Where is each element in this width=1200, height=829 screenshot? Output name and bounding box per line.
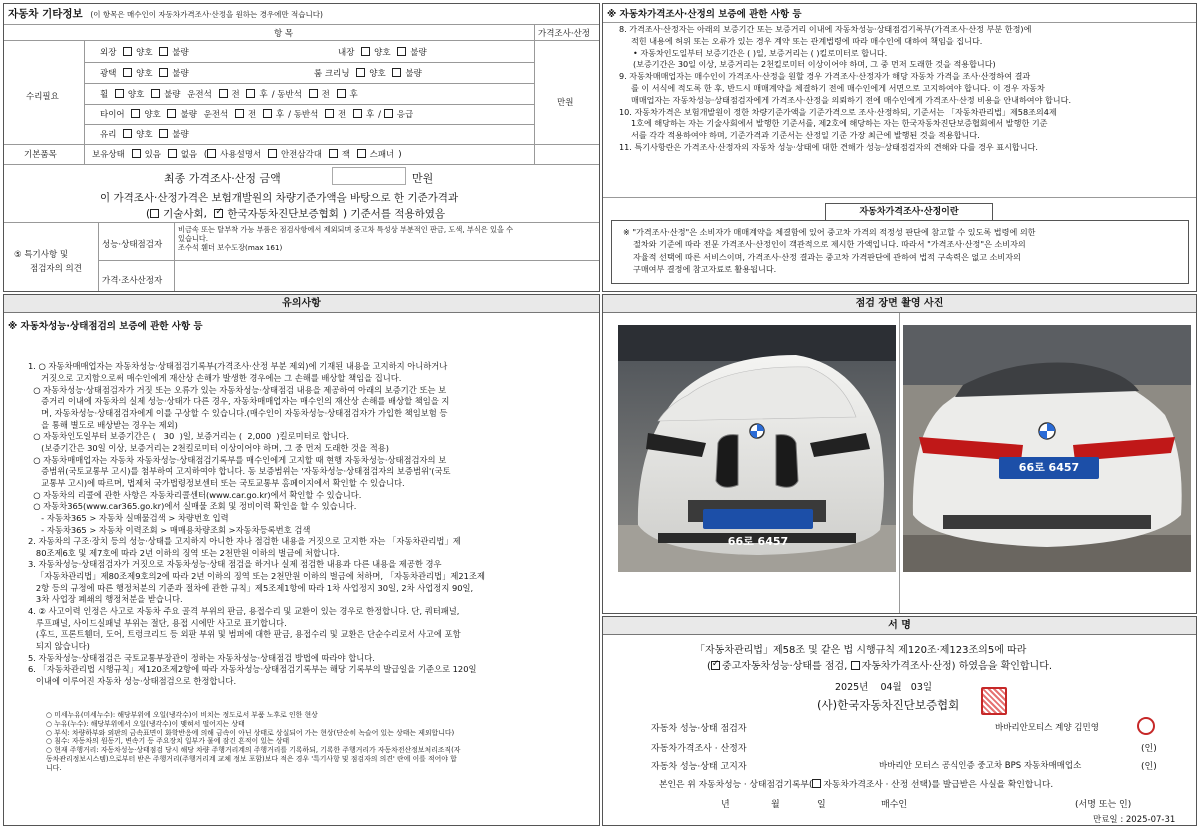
- signature-band: 서 명: [603, 617, 1196, 635]
- basic-have-checkbox[interactable]: [132, 149, 141, 158]
- repair-row-exterior: 외장 양호 불량: [100, 48, 189, 58]
- notifier-label: 자동차 성능·상태 고지자: [651, 762, 747, 772]
- final-price-label: 최종 가격조사·산정 금액: [164, 172, 281, 185]
- col-item-header: 항 목: [274, 29, 294, 39]
- repair-row-tire: 타이어 양호 불량 운전석 전 후 / 동반석 전 후 / 응급: [100, 110, 414, 120]
- glass-good-checkbox[interactable]: [123, 129, 132, 138]
- opinion-price-label: 가격·조사산정자: [102, 276, 163, 286]
- notes-small-criteria: ○ 미세누유(미세누수): 해당부위에 오일(냉각수)이 비치는 정도로서 부품 노후로 인한 현상 ○ 누유(누수): 해당부위에서 오일(냉각수)이 맺혀서 떨어지는 상태 ○ 부식: 차량하부와 외판의 금속표면이 화학반응에 의해 금속이 아닌 상태로 상실되어 가는 현상(단순히 녹슬어 있는 상태는 제외합니다) ○ 침수: 자동차의 원동기, 변속기 등 주요장치 일부가 물에 잠긴 흔적이 있는 상태 ○ 현재 주행거리: 자동차성능·상태점검 당시 해당 차량 주행거리계의 주행거리를 기록하되, 기록한 주행거리가 자동차전산정보처리조직(자 동차관리정보시스템)으로부터 받은 주행거리(주행거리계 교체 정보 포함)보다 적은 경우 '특기사항 및 점검자의 의견' 란에 이를 적어야 합 니다.: [46, 711, 461, 772]
- repair-row-interior: 내장 양호 불량: [338, 48, 427, 58]
- opinion-perf-label: 성능·상태점검자: [102, 240, 163, 250]
- front-car-photo: [618, 325, 896, 572]
- repair-row-glass: 유리 양호 불량: [100, 130, 189, 140]
- basis-line-2: ( 기술사회, ✓ 한국자동차진단보증협회 ) 기준서를 적용하였음: [146, 206, 449, 221]
- signature-check-line: (✓ 중고자동차성능·상태를 점검, 자동차가격조사·산정) 하였음을 확인합니다.: [707, 657, 1052, 672]
- notes-body: 1. ○ 자동차매매업자는 자동차성능·상태점검기록부(가격조사·산정 부분 제외)에 기재된 내용을 고지하지 아니하거나 거짓으로 고지함으로써 매수인에게 재산상 손해가 발생한 경우에는 그 손해를 배상할 책임을 집니다. ○ 자동차성능·상태점검자가 거짓 또는 오류가 있는 자동차성능·상태점검 내용을 제공하여 아래의 보증기간 또는 보 증거리 이내에 자동차의 실제 성능·상태가 다른 경우, 자동차매매업자는 매수인의 재산상 손해를 배상할 책임을 지 며, 자동차성능·상태점검자에게 이를 구상할 수 있습니다.(매수인이 자동차성능·상태점검자가 가입한 책임보험 등 을 통해 별도로 배상받는 경우는 제외) ○ 자동차인도일부터 보증기간은 ( 30 )일, 보증거리는 ( 2,000 )킬로미터로 합니다. (보증기간은 30일 이상, 보증거리는 2천킬로미터 이상이어야 하며, 그 중 먼저 도래한 것을 적용) ○ 자동차매매업자는 자동차 자동차성능·상태점검기록부를 매수인에게 고지할 때 현행 자동차성능·상태점검자의 보 증범위(국토교통부 고시)를 첨부하여 고지하여야 합니다. 동 보증범위는 '자동차성능·상태점검자의 보증범위'(국토 교통부 고시)에 따르며, 법제처 국가법령정보센터 또는 국토교통부 홈페이지에서 확인할 수 있습니다. ○ 자동차의 리콜에 관한 사항은 자동차리콜센터(www.car.go.kr)에서 확인할 수 있습니다. ○ 자동차365(www.car365.go.kr)에서 실매물 조회 및 정비이력 확인을 할 수 있습니다. - 자동차365 > 자동차 실매물검색 > 차량번호 입력 - 자동차365 > 자동차 이력조회 > 매매용차량조회 >자동차등록번호 검색 2. 자동차의 구조·장치 등의 성능·상태를 고지하지 아니한 자나 점검한 내용을 거짓으로 고지한 자는 「자동차관리법」제 80조제6호 및 제7호에 따라 2년 이하의 징역 또는 2천만원 이하의 벌금에 처합니다. 3. 자동차성능·상태점검자가 거짓으로 자동차성능·상태 점검을 하거나 실제 점검한 내용과 다른 내용을 제공한 경우 「자동차관리법」제80조제9호의2에 따라 2년 이하의 징역 또는 2천만원 이하의 벌금에 처하며, 「자동차관리법」제21조제 2항 등의 규정에 따른 행정처분의 기준과 절차에 관한 규칙」제5조제1항에 따라 1차 사업정지 30일, 2차 사업정지 90일, 3차 사업장 폐쇄의 행정처분을 받습니다. 4. ② 사고이력 인정은 사고로 자동차 주요 골격 부위의 판금, 용접수리 및 교환이 있는 경우로 한정합니다. 단, 쿼터패널, 루프패널, 사이드실패널 부위는 절단, 용접 시에만 사고로 표기합니다. (후드, 프론트휀더, 도어, 트렁크리드 등 외판 부위 및 범퍼에 대한 판금, 용접수리 및 교환은 단순수리로서 사고에 포함 되지 않습니다) 5. 자동차성능·상태점검은 국토교통부장관이 정하는 자동차성능·상태점검 방법에 따라야 합니다. 6. 「자동차관리법 시행규칙」제120조제2항에 따라 자동차성능·상태점검기록부는 해당 기록부의 발급일을 기준으로 120일 이내에 이루어진 자동차 성능·상태점검으로 한정합니다.: [28, 361, 485, 687]
- manual-checkbox[interactable]: [207, 149, 216, 158]
- buyer-date-month: 월: [771, 800, 780, 810]
- price-assessor-label: 자동차가격조사 · 산정자: [651, 744, 747, 754]
- wheel-driver-rear-checkbox[interactable]: [246, 89, 255, 98]
- opinion-label-1: ⑤ 특기사항 및: [14, 250, 69, 260]
- opinion-text-2: 있습니다.: [178, 234, 209, 243]
- front-plate-text: 66로 6457: [727, 535, 789, 548]
- rear-plate-text: 66로 6457: [1018, 461, 1080, 474]
- interior-good-checkbox[interactable]: [361, 47, 370, 56]
- price-guarantee-panel: [602, 3, 1197, 292]
- price-check-checkbox[interactable]: [851, 661, 860, 670]
- other-info-note: (이 항목은 매수인이 자동차가격조사·산정을 원하는 경우에만 적습니다): [90, 10, 323, 19]
- tire-good-checkbox[interactable]: [131, 109, 140, 118]
- kaa-checkbox[interactable]: [214, 209, 223, 218]
- signature-date: 2025년 04월 03일: [835, 682, 933, 693]
- wheel-bad-checkbox[interactable]: [151, 89, 160, 98]
- notes-band: 유의사항: [4, 295, 599, 313]
- photo-band: 점검 장면 촬영 사진: [603, 295, 1196, 313]
- signature-org: (사)한국자동차진단보증협회: [817, 698, 960, 712]
- price-guarantee-items: 8. 가격조사·산정자는 아래의 보증기간 또는 보증거리 이내에 자동차성능·상태점검기록부(가격조사·산정 부분 한정)에 적힌 내용에 허위 또는 오류가 있는 경우 계약 또는 관계법령에 따라 매수인에 대하여 책임을 집니다. • 자동차인도일부터 보증기간은 ( )일, 보증거리는 ( )킬로미터로 합니다. (보증기간은 30일 이상, 보증거리는 2천킬로미터 이상이어야 하며, 그 중 먼저 도래한 것을 적용합니다) 9. 자동차매매업자는 매수인이 가격조사·산정을 원할 경우 가격조사·산정자가 해당 자동차 가격을 조사·산정하여 결과 를 이 서식에 적도록 한 후, 반드시 매매계약을 체결하기 전에 매수인에게 서면으로 고지하여야 합니다. 이 경우 자동차 매매업자는 자동차성능·상태점검자에게 가격조사·산정을 의뢰하기 전에 매수인에게 가격조사·산정 비용을 안내하여야 합니다. 10. 자동차가격은 보험개발원이 정한 차량기준가액을 기준가격으로 조사·산정하되, 기준서는 「자동차관리법」제58조의4제 1호에 해당하는 자는 기술사회에서 발행한 기준서를, 제2호에 해당하는 자는 한국자동차진단보증협회에서 발행한 기준 서를 각각 적용하여야 하며, 기준가격과 기준서는 산정일 기준 가장 최근에 발행된 것을 적용합니다. 11. 특기사항란은 가격조사·산정자의 자동차 성능·상태에 대한 견해가 성능·상태점검자의 견해와 다를 경우 표시합니다.: [619, 24, 1072, 152]
- repair-label: 수리필요: [26, 92, 59, 102]
- room-good-checkbox[interactable]: [356, 68, 365, 77]
- tire-passenger-rear-checkbox[interactable]: [353, 109, 362, 118]
- glass-bad-checkbox[interactable]: [159, 129, 168, 138]
- price-assessor-seal: (인): [1141, 744, 1157, 754]
- buyer-sign-or-seal: (서명 또는 인): [1075, 800, 1132, 810]
- opinion-text-3: 조수석 휀더 보수도장(max 161): [178, 243, 283, 252]
- notes-panel: [3, 294, 600, 826]
- final-price-field[interactable]: [332, 167, 406, 185]
- spanner-checkbox[interactable]: [357, 149, 366, 158]
- buyer-date-year: 년: [721, 800, 730, 810]
- photo-panel: [602, 294, 1197, 614]
- notifier-seal: (인): [1141, 762, 1157, 772]
- signature-panel: [602, 616, 1197, 826]
- col-price-header: 가격조사·산정: [538, 29, 590, 39]
- price-guarantee-title: ※ 자동차가격조사·산정의 보증에 관한 사항 등: [603, 4, 1196, 22]
- tire-spare-checkbox[interactable]: [384, 109, 393, 118]
- repair-row-room-cleaning: 룸 크리닝 양호 불량: [314, 69, 422, 79]
- buyer-price-checkbox[interactable]: [812, 779, 821, 788]
- opinion-text-1: 비금속 또는 탈부착 가능 부품은 점검사항에서 제외되며 중고차 특성상 부분적인 판금, 도색, 부식은 있을 수: [178, 225, 514, 234]
- rear-car-photo: [903, 325, 1191, 572]
- repair-price-unit: 만원: [557, 98, 574, 108]
- signature-law-line: 「자동차관리법」제58조 및 같은 법 시행규칙 제120조·제123조의5에 따라: [695, 645, 1027, 656]
- buyer-label: 매수인: [881, 800, 908, 810]
- notes-title: ※ 자동차성능·상태점검의 보증에 관한 사항 등: [4, 316, 599, 334]
- inspector-value: 바바리안모티스 계양 김민영: [995, 723, 1099, 733]
- buyer-confirm-line: 본인은 위 자동차성능 · 상태점검기록부( 자동차가격조사 · 산정 선택)를 발급받은 사실을 확인합니다.: [659, 780, 1054, 790]
- exterior-bad-checkbox[interactable]: [159, 47, 168, 56]
- basic-items-row: 보유상태 있음 없음 ( 사용설명서 안전삼각대 잭 스패너 ): [92, 150, 402, 160]
- opinion-label-2: 점검자의 의견: [30, 264, 82, 274]
- final-price-unit: 만원: [412, 172, 434, 185]
- inspector-label: 자동차 성능·상태 점검자: [651, 724, 747, 734]
- wheel-driver-front-checkbox[interactable]: [219, 89, 228, 98]
- wheel-passenger-front-checkbox[interactable]: [309, 89, 318, 98]
- gloss-good-checkbox[interactable]: [123, 68, 132, 77]
- other-info-panel: [3, 3, 600, 292]
- gloss-bad-checkbox[interactable]: [159, 68, 168, 77]
- triangle-checkbox[interactable]: [268, 149, 277, 158]
- tire-driver-front-checkbox[interactable]: [235, 109, 244, 118]
- exterior-good-checkbox[interactable]: [123, 47, 132, 56]
- repair-row-gloss: 광택 양호 불량: [100, 69, 189, 79]
- basis-line-1: 이 가격조사·산정가격은 보험개발원의 차량기준가액을 바탕으로 한 기준가격과: [100, 192, 459, 204]
- price-def-title: 자동차가격조사·산정이란: [825, 203, 993, 221]
- tire-bad-checkbox[interactable]: [167, 109, 176, 118]
- buyer-date-day: 일: [817, 800, 826, 810]
- interior-bad-checkbox[interactable]: [397, 47, 406, 56]
- jack-checkbox[interactable]: [329, 149, 338, 158]
- other-info-title: 자동차 기타정보 (이 항목은 매수인이 자동차가격조사·산정을 원하는 경우에만 적습니다): [4, 4, 599, 23]
- perf-check-checkbox[interactable]: [711, 661, 720, 670]
- price-def-text: ※ "가격조사·산정"은 소비자가 매매계약을 체결함에 있어 중고차 가격의 적정성 판단에 참고할 수 있도록 법령에 의한 절차와 기준에 따라 전문 가격조사·산정인이 객관적으로 제시한 가액입니다. 따라서 "가격조사·산정"은 소비자의 자율적 선택에 따른 서비스이며, 가격조사·산정 결과는 중고차 가격판단에 관하여 법적 구속력은 없고 소비자의 구매여부 결정에 참고자료로 활용됩니다.: [623, 227, 1036, 275]
- room-bad-checkbox[interactable]: [392, 68, 401, 77]
- org-seal-stamp: [981, 687, 1007, 715]
- basic-items-label: 기본품목: [24, 150, 57, 160]
- inspector-seal-stamp: [1137, 717, 1155, 735]
- notifier-value: 바바리안 모터스 공식인증 중고차 BPS 자동차매매업소: [879, 761, 1082, 771]
- expiry-date: 만료일 : 2025-07-31: [1093, 815, 1176, 825]
- wheel-passenger-rear-checkbox[interactable]: [337, 89, 346, 98]
- wheel-good-checkbox[interactable]: [115, 89, 124, 98]
- repair-row-wheel: 휠 양호 불량 운전석 전 후 / 동반석 전 후: [100, 90, 358, 100]
- basic-none-checkbox[interactable]: [168, 149, 177, 158]
- tire-driver-rear-checkbox[interactable]: [263, 109, 272, 118]
- tech-society-checkbox[interactable]: [150, 209, 159, 218]
- tire-passenger-front-checkbox[interactable]: [325, 109, 334, 118]
